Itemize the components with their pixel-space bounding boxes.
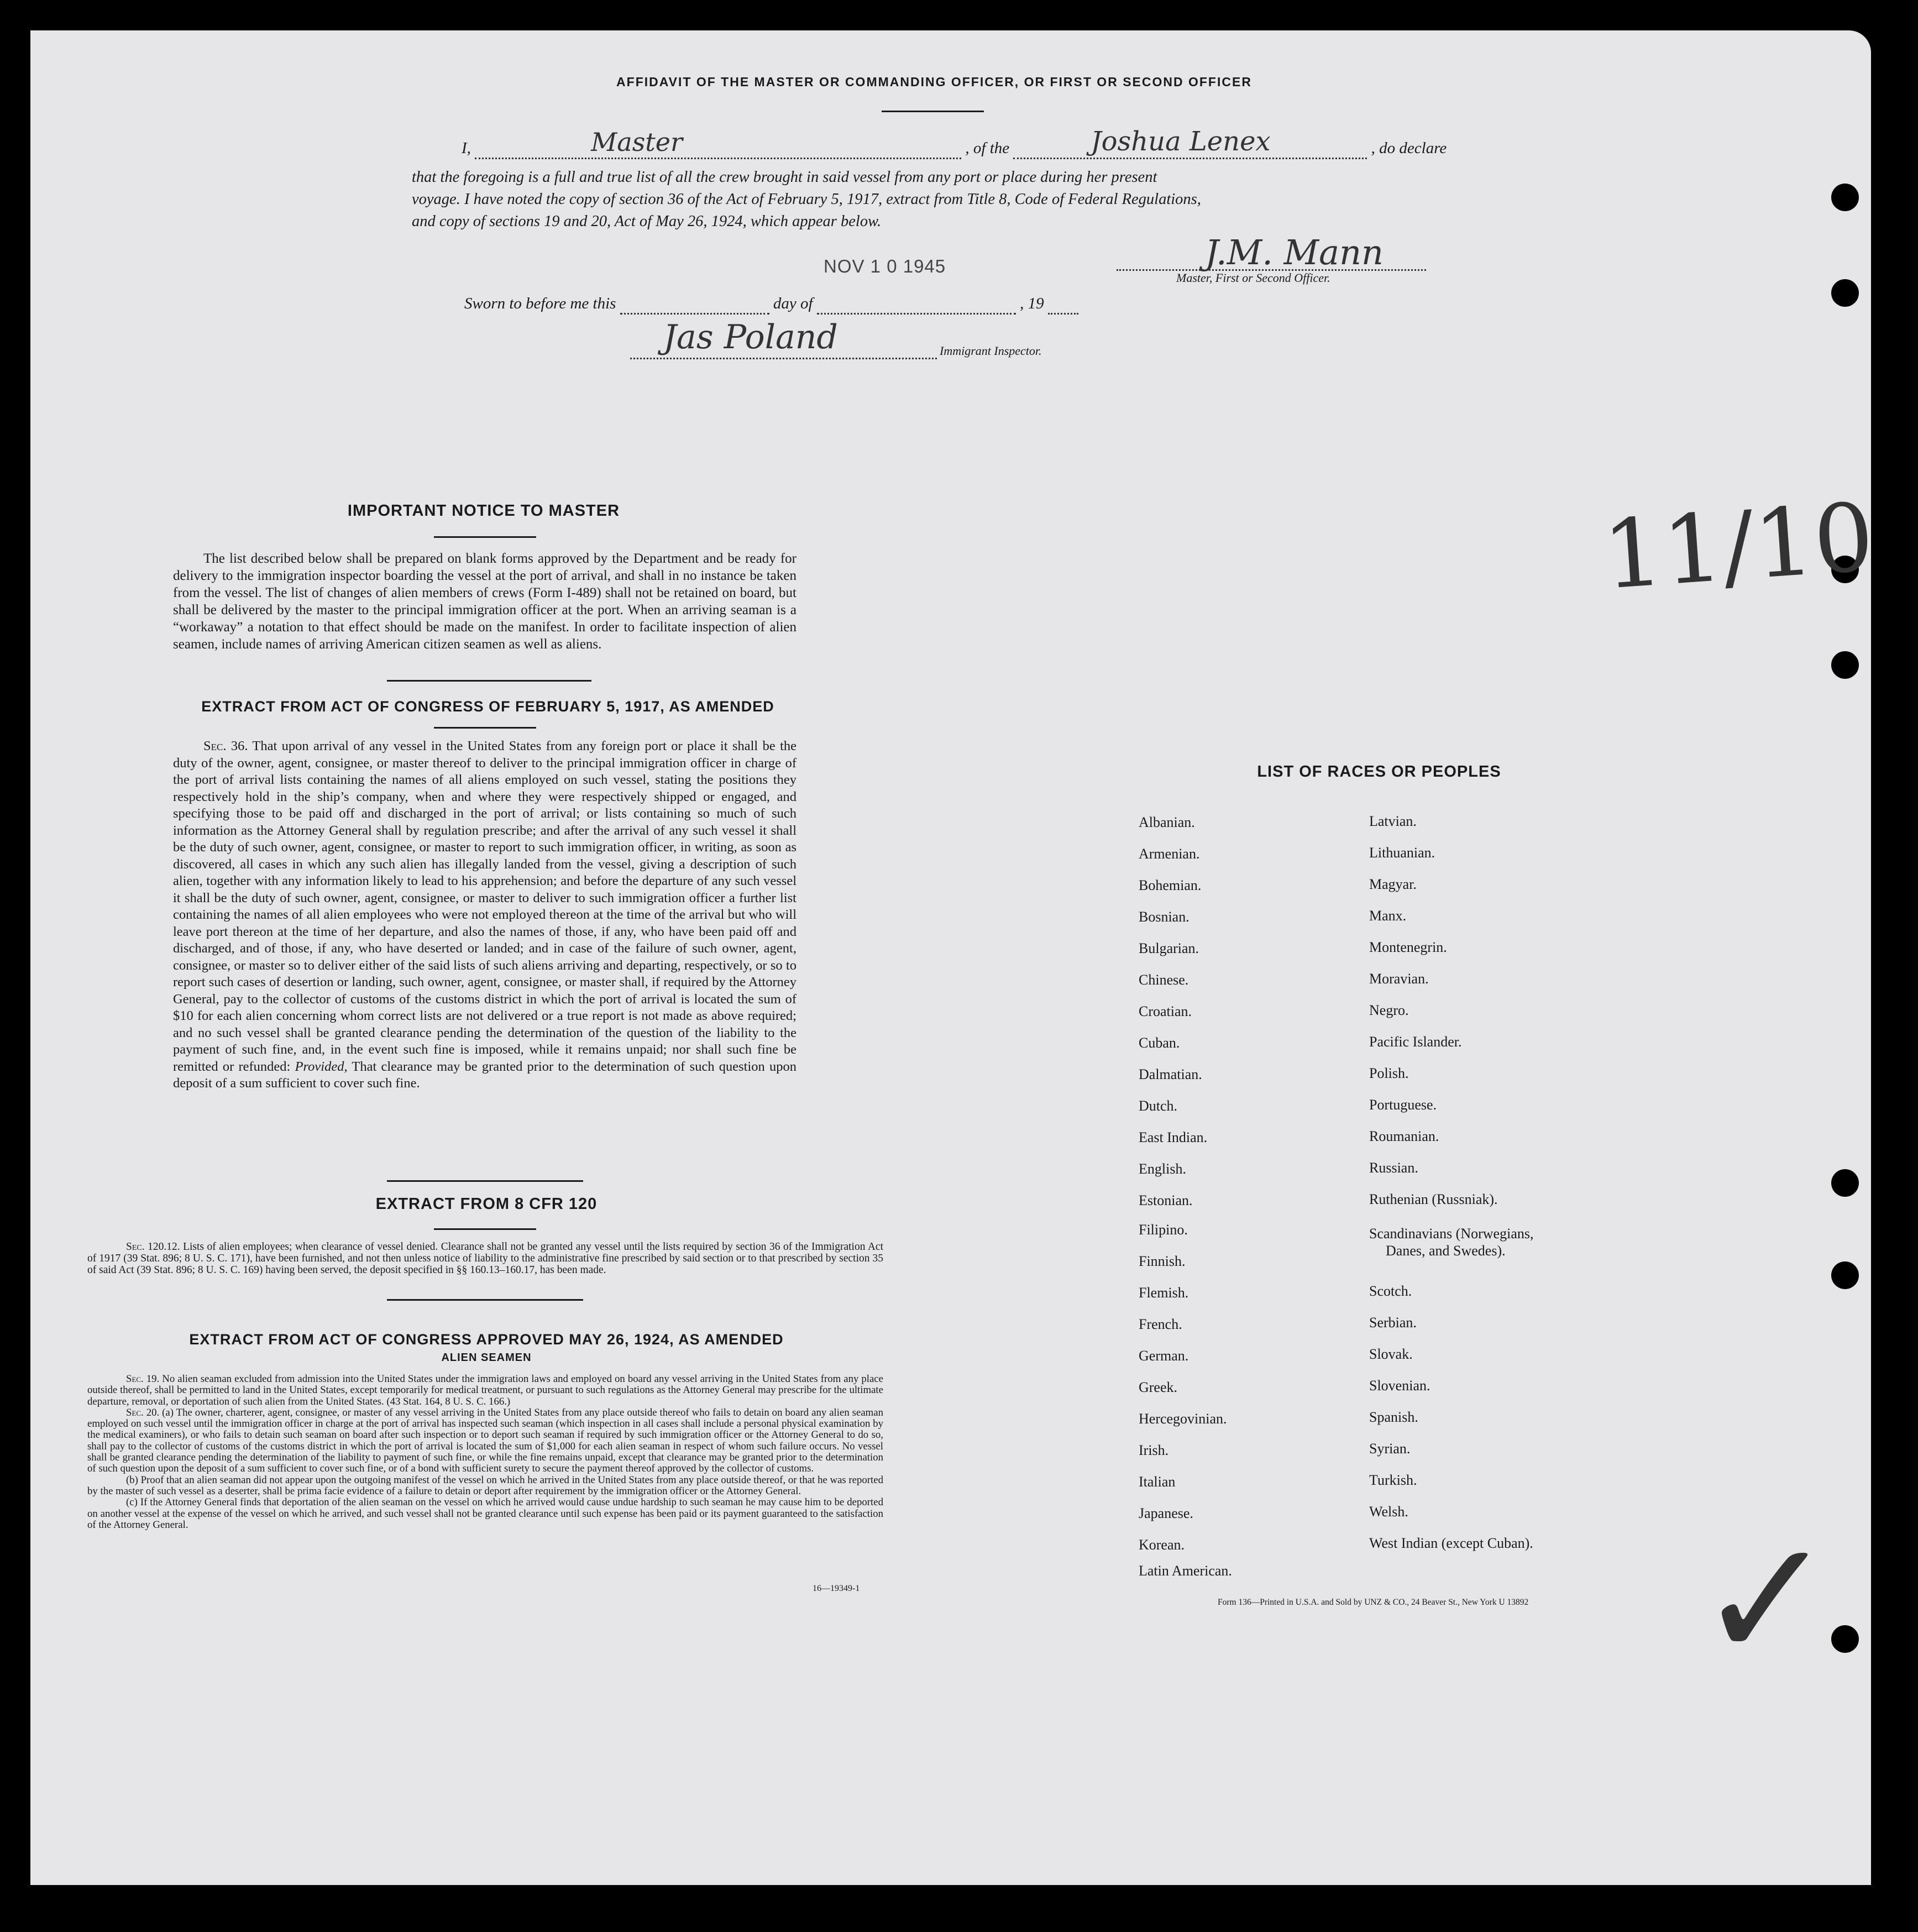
race-left: Dutch. xyxy=(1139,1098,1178,1114)
cfr-text xyxy=(87,1241,883,1276)
race-right: Manx. xyxy=(1369,908,1407,924)
divider xyxy=(882,111,984,112)
sworn-label: Sworn to before me this xyxy=(464,295,616,312)
extract-1924-title: EXTRACT FROM ACT OF CONGRESS APPROVED MAY 26, 1924, AS AMENDED xyxy=(189,1331,784,1348)
sec-20b: (b) Proof that an alien seaman did not appear upon the outgoing manifest of the vessel on which he arrived in the United States from any place outside thereof, or that he was reported by the master of such vessel as a deserter, shall be prima facie evidence of a failure to detain or deport after requirement by the immigration officer or the Attorney General. xyxy=(87,1474,883,1497)
race-left: Italian xyxy=(1139,1474,1176,1490)
race-left: Greek. xyxy=(1139,1379,1178,1395)
inspector-label: Immigrant Inspector. xyxy=(940,344,1042,358)
race-right: Lithuanian. xyxy=(1369,845,1435,861)
sec-20c: (c) If the Attorney General finds that deportation of the alien seaman on the vessel on which he arrived would cause undue hardship to such seaman he may cause him to be deported on another vessel at the expense of the vessel on which he arrived, and such vessel shall not be granted clearance until such expense has been paid or its payment guaranteed to the satisfaction of the Attorney General. xyxy=(87,1496,883,1531)
race-left: Finnish. xyxy=(1139,1253,1186,1269)
sec-120-text: Lists of alien employees; when clearance of vessel denied. Clearance shall not be granted any vessel until the lists required by section 36 of the Immigration Act of 1917 (39 Stat. 896; 8 U. S. C. 171), have been furnished, and not then unless notice of liability to the administrative fine prescribed by said section or to that prescribed by section 35 of said Act (39 Stat. 896; 8 U. S. C. 169) having been served, the deposit specified in §§ 160.13–160.17, has been made. xyxy=(87,1241,883,1276)
i-label: I, xyxy=(462,139,471,157)
form-number: 16—19349-1 xyxy=(813,1584,860,1593)
race-left: Chinese. xyxy=(1139,972,1189,988)
race-right: Pacific Islander. xyxy=(1369,1034,1462,1050)
of-the-label: , of the xyxy=(965,139,1010,157)
divider xyxy=(434,1228,536,1230)
race-right: Spanish. xyxy=(1369,1409,1418,1425)
race-right: Slovenian. xyxy=(1369,1378,1430,1394)
race-left: Cuban. xyxy=(1139,1035,1180,1051)
date-stamp: NOV 1 0 1945 xyxy=(824,256,946,276)
race-left: Japanese. xyxy=(1139,1505,1193,1521)
divider xyxy=(387,1180,583,1182)
race-right: Turkish. xyxy=(1369,1472,1417,1488)
affidavit-line3: voyage. I have noted the copy of section 36 of the Act of February 5, 1917, extract from Title 8, Code of Federal Regulations, xyxy=(412,191,1201,208)
race-left: Albanian. xyxy=(1139,814,1195,830)
race-left: Bulgarian. xyxy=(1139,940,1199,956)
race-right: Russian. xyxy=(1369,1160,1418,1176)
day-of-label: day of xyxy=(773,295,813,312)
printer-footer: Form 136—Printed in U.S.A. and Sold by UNZ & CO., 24 Beaver St., New York U 13892 xyxy=(1218,1598,1529,1607)
affidavit-line2: that the foregoing is a full and true list of all the crew brought in said vessel from any port or place during her present xyxy=(412,169,1157,186)
sec-36-label: Sec. 36. xyxy=(203,739,248,753)
divider xyxy=(434,536,536,538)
race-right: Moravian. xyxy=(1369,971,1429,987)
race-left: Croatian. xyxy=(1139,1003,1192,1019)
race-left: Filipino. xyxy=(1139,1222,1188,1238)
divider xyxy=(387,680,591,682)
race-right: Roumanian. xyxy=(1369,1128,1439,1144)
extract-1924-text xyxy=(87,1374,883,1531)
race-left: Estonian. xyxy=(1139,1192,1193,1208)
sec-19-label: Sec. 19. xyxy=(126,1373,160,1385)
divider xyxy=(434,727,536,729)
sworn-line xyxy=(464,295,1078,315)
race-left: Hercegovinian. xyxy=(1139,1411,1227,1427)
affidavit-title: AFFIDAVIT OF THE MASTER OR COMMANDING OFFICER, OR FIRST OR SECOND OFFICER xyxy=(616,75,1252,89)
race-right: Serbian. xyxy=(1369,1315,1417,1331)
punch-hole xyxy=(1831,279,1859,307)
master-signature: J.M. Mann xyxy=(1205,232,1384,273)
race-right: Syrian. xyxy=(1369,1441,1411,1457)
master-handwriting: Master xyxy=(591,127,683,157)
affidavit-line1 xyxy=(462,126,1456,159)
race-right: Danes, and Swedes). xyxy=(1386,1243,1506,1259)
sec-120-label: Sec. 120.12. xyxy=(126,1241,180,1253)
punch-hole xyxy=(1831,1261,1859,1289)
race-right: Montenegrin. xyxy=(1369,939,1447,955)
sec-20a-text: (a) The owner, charterer, agent, consignee, or master of any vessel arriving in the United States from any place outside thereof who fails to detain on board any alien seaman employed on such vessel until the immigration officer in charge at the port of arrival has inspected such seaman (which inspection in all cases shall include a personal physical examination by the medical examiners), or who fails to detain such seaman on board after such inspection or to deport such seaman if required by such immigration officer or the Attorney General to do so, shall pay to the collector of customs of the customs district in which the port of arrival is located the sum of $1,000 for each alien seaman in respect of whom such failure occurs. No vessel shall be granted clearance pending the determination of the liability to payment of such fine, or while the fine remains unpaid, except that clearance may be granted prior to the determination of such question upon the deposit of a sum sufficient to cover such fine, or of a bond with sufficient surety to secure the payment thereof approved by the collector of customs. xyxy=(87,1406,883,1475)
race-left: French. xyxy=(1139,1316,1182,1332)
sec-19 xyxy=(87,1374,883,1407)
extract-1917-title: EXTRACT FROM ACT OF CONGRESS OF FEBRUARY 5, 1917, AS AMENDED xyxy=(201,698,774,715)
race-right: Ruthenian (Russniak). xyxy=(1369,1191,1498,1207)
race-left: Armenian. xyxy=(1139,846,1200,862)
race-left: Bosnian. xyxy=(1139,909,1189,925)
year-field xyxy=(1048,295,1078,315)
vessel-field xyxy=(1013,126,1367,159)
sec-20a xyxy=(87,1407,883,1475)
sec-36-text: That upon arrival of any vessel in the United States from any foreign port or place it shall be the duty of the owner, agent, consignee, or master thereof to deliver to the principal immigration officer in charge of the port of arrival lists containing the names of all aliens employed on such vessel, stating the positions they respectively hold in the ship’s company, when and where they were respectively shipped or engaged, and specifying those to be paid off and discharged in the port of arrival; or lists containing so much of such information as the Attorney General shall by regulation prescribe; and after the arrival of any such vessel it shall be the duty of such owner, agent, consignee, or master to report to such immigration officer, in writing, as soon as discovered, all cases in which any such alien has illegally landed from the vessel, giving a description of such alien, together with any information likely to lead to his apprehension; and before the departure of any such vessel it shall be the duty of such owner, agent, consignee, or master to deliver to such immigration officer a further list containing the names of all alien employees who were not employed thereon at the time of the arrival but who will leave port thereon at the time of her departure, and also the names of those, if any, who have been paid off and discharged, and of those, if any, who have deserted or landed; and in case of the failure of such owner, agent, consignee, or master so to deliver either of the said lists of such aliens arriving and departing, respectively, or so to report such cases of desertion or landing, such owner, agent, consignee, or master shall, if required by the Attorney General, pay to the collector of customs of the customs district in which the port of arrival is located the sum of $10 for each alien concerning whom correct lists are not delivered or a true report is not made as above required; and no such vessel shall be granted clearance pending the determination of the question of the liability to the payment of such fine, and, in the event such fine is imposed, while it remains unpaid; nor shall such fine be remitted or refunded: xyxy=(173,739,796,1074)
race-left: Bohemian. xyxy=(1139,877,1202,893)
race-right: Portuguese. xyxy=(1369,1097,1437,1113)
master-field xyxy=(475,127,961,159)
race-right: Magyar. xyxy=(1369,876,1417,892)
sec-19-text: No alien seaman excluded from admission into the United States under the immigration laws and employed on board any vessel arriving in the United States from any place outside thereof, shall be permitted to land in the United States, except temporarily for medical treatment, or pursuant to such regulations as the Attorney General may prescribe for the ultimate departure, removal, or deportation of such alien from the United States. (43 Stat. 164, 8 U. S. C. 166.) xyxy=(87,1373,883,1407)
race-left: English. xyxy=(1139,1161,1186,1177)
day-field xyxy=(620,295,769,315)
provided-label: Provided, xyxy=(295,1059,348,1074)
race-right: Scandinavians (Norwegians, xyxy=(1369,1226,1534,1242)
race-right: Scotch. xyxy=(1369,1283,1412,1299)
inspector-signature: Jas Poland xyxy=(663,318,838,357)
do-declare-label: , do declare xyxy=(1371,139,1447,157)
race-right: West Indian (except Cuban). xyxy=(1369,1535,1533,1551)
race-left: East Indian. xyxy=(1139,1129,1208,1145)
notice-title: IMPORTANT NOTICE TO MASTER xyxy=(347,502,620,520)
punch-hole xyxy=(1831,184,1859,211)
inspector-signature-line xyxy=(630,357,937,359)
extract-1917-text xyxy=(173,738,796,1092)
year-label: , 19 xyxy=(1020,295,1044,312)
race-right: Negro. xyxy=(1369,1002,1409,1018)
cfr-title: EXTRACT FROM 8 CFR 120 xyxy=(375,1195,598,1213)
race-right: Latvian. xyxy=(1369,813,1417,829)
check-mark-icon: ✓ xyxy=(1697,1504,1836,1697)
races-title: LIST OF RACES OR PEOPLES xyxy=(1257,763,1501,781)
race-left: Dalmatian. xyxy=(1139,1066,1202,1082)
race-right: Slovak. xyxy=(1369,1346,1413,1362)
punch-hole xyxy=(1831,651,1859,679)
notice-text: The list described below shall be prepared on blank forms approved by the Department and be ready for delivery to the immigration inspector boarding the vessel at the port of arrival, and shall in no instance be taken from the vessel. The list of changes of alien members of crews (Form I-489) shall not be retained on board, but shall be delivered by the master to the principal immigration officer at the port. When an arriving seaman is a “workaway” a notation to that effect should be made on the manifest. In order to facilitate inspection of alien seamen, include names of arriving American citizen seamen as well as aliens. xyxy=(173,551,796,652)
race-left: German. xyxy=(1139,1348,1189,1364)
sec-36-proviso: That clearance may be granted prior to the determination of such question upon deposit of a sum sufficient to cover such fine. xyxy=(173,1059,797,1091)
alien-seamen-subtitle: ALIEN SEAMEN xyxy=(441,1352,532,1364)
race-left: Latin American. xyxy=(1139,1563,1232,1579)
handwritten-date: 11/10 xyxy=(1599,483,1878,611)
sec-20-label: Sec. 20. xyxy=(126,1406,160,1418)
divider xyxy=(387,1299,583,1301)
month-field xyxy=(817,295,1016,315)
race-right: Welsh. xyxy=(1369,1504,1408,1520)
race-left: Irish. xyxy=(1139,1442,1169,1458)
affidavit-line4: and copy of sections 19 and 20, Act of May 26, 1924, which appear below. xyxy=(412,213,882,230)
race-left: Korean. xyxy=(1139,1537,1185,1553)
race-right: Polish. xyxy=(1369,1065,1409,1081)
race-left: Flemish. xyxy=(1139,1285,1189,1301)
vessel-handwriting: Joshua Lenex xyxy=(1091,126,1271,157)
punch-hole xyxy=(1831,1169,1859,1197)
master-sig-label: Master, First or Second Officer. xyxy=(1176,271,1330,285)
